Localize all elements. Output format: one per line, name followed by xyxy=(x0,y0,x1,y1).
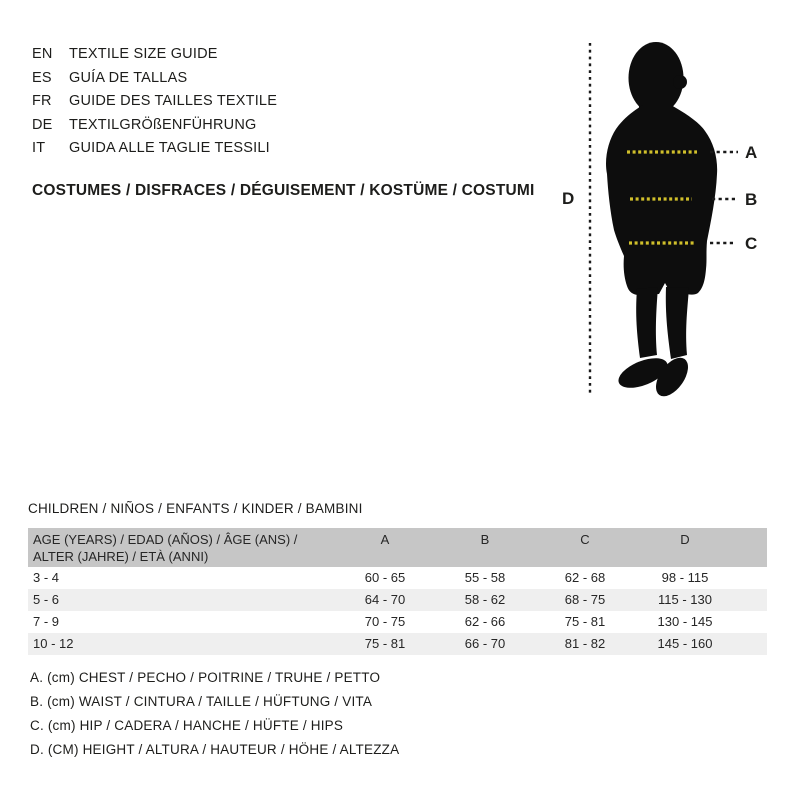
hip-cell: 68 - 75 xyxy=(564,592,606,607)
column-header-b: B xyxy=(480,532,490,547)
measurement-footnotes xyxy=(30,666,399,762)
chest-cell: 75 - 81 xyxy=(364,636,406,651)
column-header-c: C xyxy=(580,532,590,547)
language-label: GUÍA DE TALLAS xyxy=(69,69,188,86)
child-silhouette-figure xyxy=(550,25,800,405)
age-column-header xyxy=(28,528,335,567)
column-header-d: D xyxy=(680,532,690,547)
chest-cell: 64 - 70 xyxy=(364,592,406,607)
silhouette-left-leg xyxy=(636,287,658,358)
height-cell: 130 - 145 xyxy=(657,614,713,629)
language-label: GUIDE DES TAILLES TEXTILE xyxy=(69,93,278,110)
language-code: IT xyxy=(32,140,46,157)
category-heading: COSTUMES / DISFRACES / DÉGUISEMENT / KOSTÜME / COSTUMI xyxy=(32,182,535,199)
language-code: FR xyxy=(32,93,52,110)
chest-cell: 60 - 65 xyxy=(364,570,406,585)
waist-cell: 55 - 58 xyxy=(464,570,506,585)
footnote-waist: B. (cm) WAIST / CINTURA / TAILLE / HÜFTUNG / VITA xyxy=(30,694,373,709)
silhouette-torso xyxy=(606,105,717,295)
language-row-de xyxy=(32,114,277,138)
language-label: TEXTILGRÖßENFÜHRUNG xyxy=(69,116,257,133)
row-spacer xyxy=(735,633,767,655)
size-table-header-row xyxy=(28,528,767,567)
language-label: GUIDA ALLE TAGLIE TESSILI xyxy=(69,140,270,157)
silhouette-shapes xyxy=(606,42,717,402)
height-cell: 115 - 130 xyxy=(658,592,712,607)
chest-label: A xyxy=(745,143,758,162)
waist-cell: 58 - 62 xyxy=(464,592,506,607)
age-cell: 5 - 6 xyxy=(33,592,60,607)
age-cell: 10 - 12 xyxy=(33,636,74,651)
table-row xyxy=(28,589,767,611)
table-row xyxy=(28,633,767,655)
size-table xyxy=(28,528,767,655)
hip-cell: 62 - 68 xyxy=(564,570,606,585)
row-spacer xyxy=(735,589,767,611)
silhouette-right-leg xyxy=(666,287,689,359)
age-cell: 7 - 9 xyxy=(33,614,60,629)
height-cell: 145 - 160 xyxy=(657,636,713,651)
language-code: ES xyxy=(32,69,52,86)
row-spacer xyxy=(735,611,767,633)
language-code: DE xyxy=(32,116,53,133)
language-row-en xyxy=(32,43,277,67)
section-heading-children: CHILDREN / NIÑOS / ENFANTS / KINDER / BAMBINI xyxy=(28,501,363,516)
waist-cell: 66 - 70 xyxy=(464,636,506,651)
row-spacer xyxy=(735,567,767,589)
height-label: D xyxy=(562,189,575,208)
waist-label: B xyxy=(745,190,758,209)
header-spacer xyxy=(735,528,767,567)
hip-label: C xyxy=(745,234,758,253)
footnote-hip: C. (cm) HIP / CADERA / HANCHE / HÜFTE / HIPS xyxy=(30,718,344,733)
language-row-it xyxy=(32,137,277,161)
waist-cell: 62 - 66 xyxy=(464,614,506,629)
hip-cell: 81 - 82 xyxy=(564,636,606,651)
chest-cell: 70 - 75 xyxy=(364,614,406,629)
table-row xyxy=(28,567,767,589)
age-header-line1: AGE (YEARS) / EDAD (AÑOS) / ÂGE (ANS) / xyxy=(33,532,298,547)
language-list xyxy=(32,43,277,161)
column-header-a: A xyxy=(380,532,390,547)
language-label: TEXTILE SIZE GUIDE xyxy=(69,46,218,62)
language-row-es xyxy=(32,67,277,91)
footnote-chest: A. (cm) CHEST / PECHO / POITRINE / TRUHE / PETTO xyxy=(30,670,381,685)
hip-cell: 75 - 81 xyxy=(564,614,606,629)
silhouette-ear xyxy=(673,75,687,89)
footnote-height: D. (CM) HEIGHT / ALTURA / HAUTEUR / HÖHE / ALTEZZA xyxy=(30,742,400,757)
language-code: EN xyxy=(32,46,53,62)
height-cell: 98 - 115 xyxy=(661,570,709,585)
age-header-line2: ALTER (JAHRE) / ETÀ (ANNI) xyxy=(33,548,209,564)
language-row-fr xyxy=(32,90,277,114)
table-row xyxy=(28,611,767,633)
age-cell: 3 - 4 xyxy=(33,570,60,585)
